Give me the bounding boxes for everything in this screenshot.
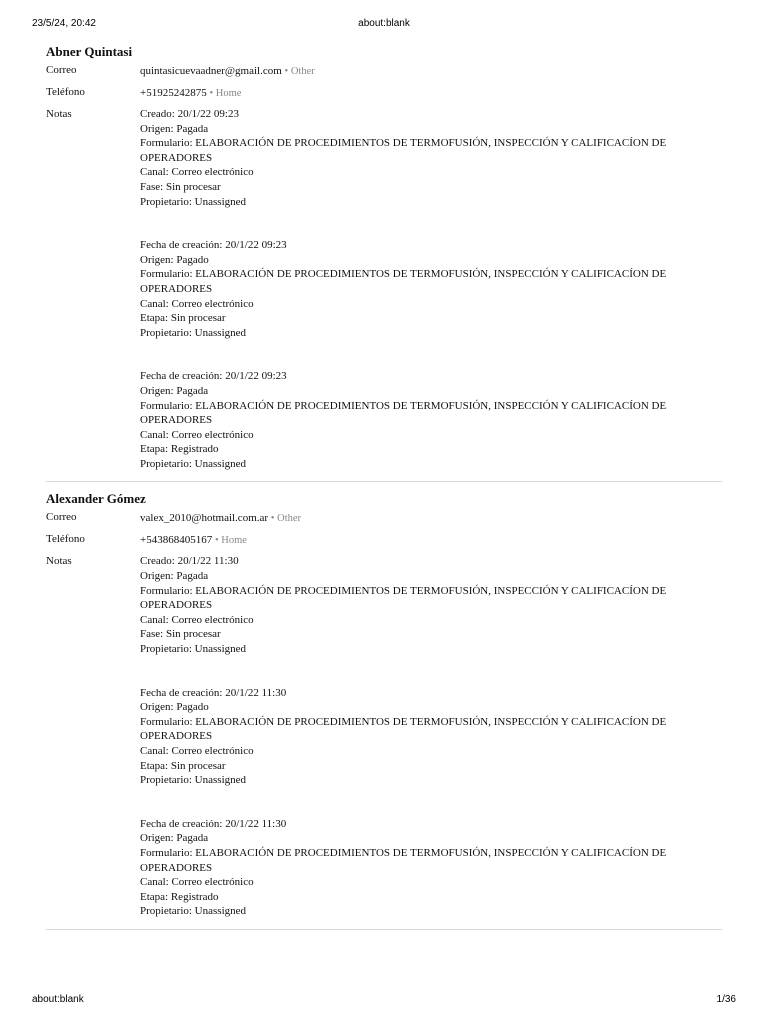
email-value-group: [140, 510, 722, 526]
phone-value-group: [140, 85, 722, 101]
phone-type-tag: • Home: [209, 88, 241, 99]
note-channel: Canal: Correo electrónico: [140, 613, 254, 626]
note-created: Fecha de creación: 20/1/22 11:30: [140, 686, 287, 699]
note-created: Fecha de creación: 20/1/22 11:30: [140, 817, 287, 830]
print-title: about:blank: [358, 18, 410, 29]
note-origin: Origen: Pagada: [140, 832, 209, 845]
contact-card: [46, 491, 722, 929]
note-stage: Etapa: Sin procesar: [140, 312, 226, 325]
note-form: Formulario: ELABORACIÓN DE PROCEDIMIENTOS DE TERMOFUSIÓN, INSPECCIÓN Y CALIFICACÍON DE OPERADORES: [140, 137, 667, 164]
notes-label: Notas: [46, 108, 72, 120]
note-channel: Canal: Correo electrónico: [140, 297, 254, 310]
print-header: [0, 18, 768, 32]
note-block: [140, 107, 722, 209]
notes-label: Notas: [46, 555, 72, 568]
note-channel: Canal: Correo electrónico: [140, 166, 254, 179]
note-stage: Fase: Sin procesar: [140, 180, 221, 193]
note-origin: Origen: Pagado: [140, 701, 209, 714]
email-label: Correo: [46, 511, 77, 524]
email-value-group: [140, 63, 722, 79]
print-footer: [0, 994, 768, 1008]
phone-label: Teléfono: [46, 533, 85, 546]
note-block: [140, 369, 722, 471]
notes-row: [46, 554, 722, 918]
note-stage: Fase: Sin procesar: [140, 628, 221, 641]
email-type-tag: • Other: [271, 513, 301, 524]
note-stage: Etapa: Registrado: [140, 890, 219, 903]
contact-list: [46, 44, 722, 939]
phone-type-tag: • Home: [215, 535, 247, 546]
note-created: Creado: 20/1/22 09:23: [140, 108, 239, 120]
note-owner: Propietario: Unassigned: [140, 326, 247, 339]
note-origin: Origen: Pagado: [140, 253, 209, 266]
page-number: 1/36: [716, 994, 736, 1005]
note-block: [140, 238, 722, 340]
note-form: Formulario: ELABORACIÓN DE PROCEDIMIENTOS DE TERMOFUSIÓN, INSPECCIÓN Y CALIFICACÍON DE OPERADORES: [140, 268, 667, 295]
phone-label: Teléfono: [46, 86, 85, 98]
email-value[interactable]: valex_2010@hotmail.com.ar: [140, 512, 269, 525]
note-form: Formulario: ELABORACIÓN DE PROCEDIMIENTOS DE TERMOFUSIÓN, INSPECCIÓN Y CALIFICACÍON DE OPERADORES: [140, 846, 667, 874]
phone-value-group: [140, 532, 722, 548]
note-channel: Canal: Correo electrónico: [140, 428, 254, 441]
email-value[interactable]: quintasicuevaadner@gmail.com: [140, 65, 282, 77]
note-created: Fecha de creación: 20/1/22 09:23: [140, 239, 287, 252]
phone-row: [46, 85, 722, 107]
email-type-tag: • Other: [285, 66, 315, 77]
note-owner: Propietario: Unassigned: [140, 905, 247, 918]
note-stage: Etapa: Registrado: [140, 443, 219, 456]
note-owner: Propietario: Unassigned: [140, 195, 247, 208]
note-owner: Propietario: Unassigned: [140, 643, 247, 656]
phone-value[interactable]: +51925242875: [140, 87, 207, 99]
note-block: [140, 686, 722, 788]
note-owner: Propietario: Unassigned: [140, 774, 247, 787]
note-origin: Origen: Pagada: [140, 384, 209, 397]
contact-card: [46, 44, 722, 482]
print-datetime: 23/5/24, 20:42: [32, 18, 96, 29]
note-form: Formulario: ELABORACIÓN DE PROCEDIMIENTOS DE TERMOFUSIÓN, INSPECCIÓN Y CALIFICACÍON DE OPERADORES: [140, 584, 667, 612]
note-form: Formulario: ELABORACIÓN DE PROCEDIMIENTOS DE TERMOFUSIÓN, INSPECCIÓN Y CALIFICACÍON DE OPERADORES: [140, 715, 667, 743]
notes-list: [140, 554, 722, 918]
contact-name: Abner Quintasi: [46, 44, 133, 59]
note-channel: Canal: Correo electrónico: [140, 745, 254, 757]
notes-row: [46, 107, 722, 471]
note-created: Creado: 20/1/22 11:30: [140, 555, 239, 568]
note-origin: Origen: Pagada: [140, 570, 209, 583]
phone-value[interactable]: +543868405167: [140, 534, 213, 547]
email-row: [46, 63, 722, 85]
notes-list: [140, 107, 722, 471]
note-stage: Etapa: Sin procesar: [140, 759, 226, 772]
print-url: about:blank: [32, 994, 84, 1005]
note-created: Fecha de creación: 20/1/22 09:23: [140, 370, 287, 383]
note-channel: Canal: Correo electrónico: [140, 876, 254, 889]
phone-row: [46, 532, 722, 554]
email-row: [46, 510, 722, 532]
note-owner: Propietario: Unassigned: [140, 457, 247, 470]
email-label: Correo: [46, 64, 77, 76]
note-block: [140, 554, 722, 656]
note-origin: Origen: Pagada: [140, 122, 209, 135]
contact-name: Alexander Gómez: [46, 491, 146, 507]
note-block: [140, 817, 722, 919]
note-form: Formulario: ELABORACIÓN DE PROCEDIMIENTOS DE TERMOFUSIÓN, INSPECCIÓN Y CALIFICACÍON DE OPERADORES: [140, 399, 667, 427]
